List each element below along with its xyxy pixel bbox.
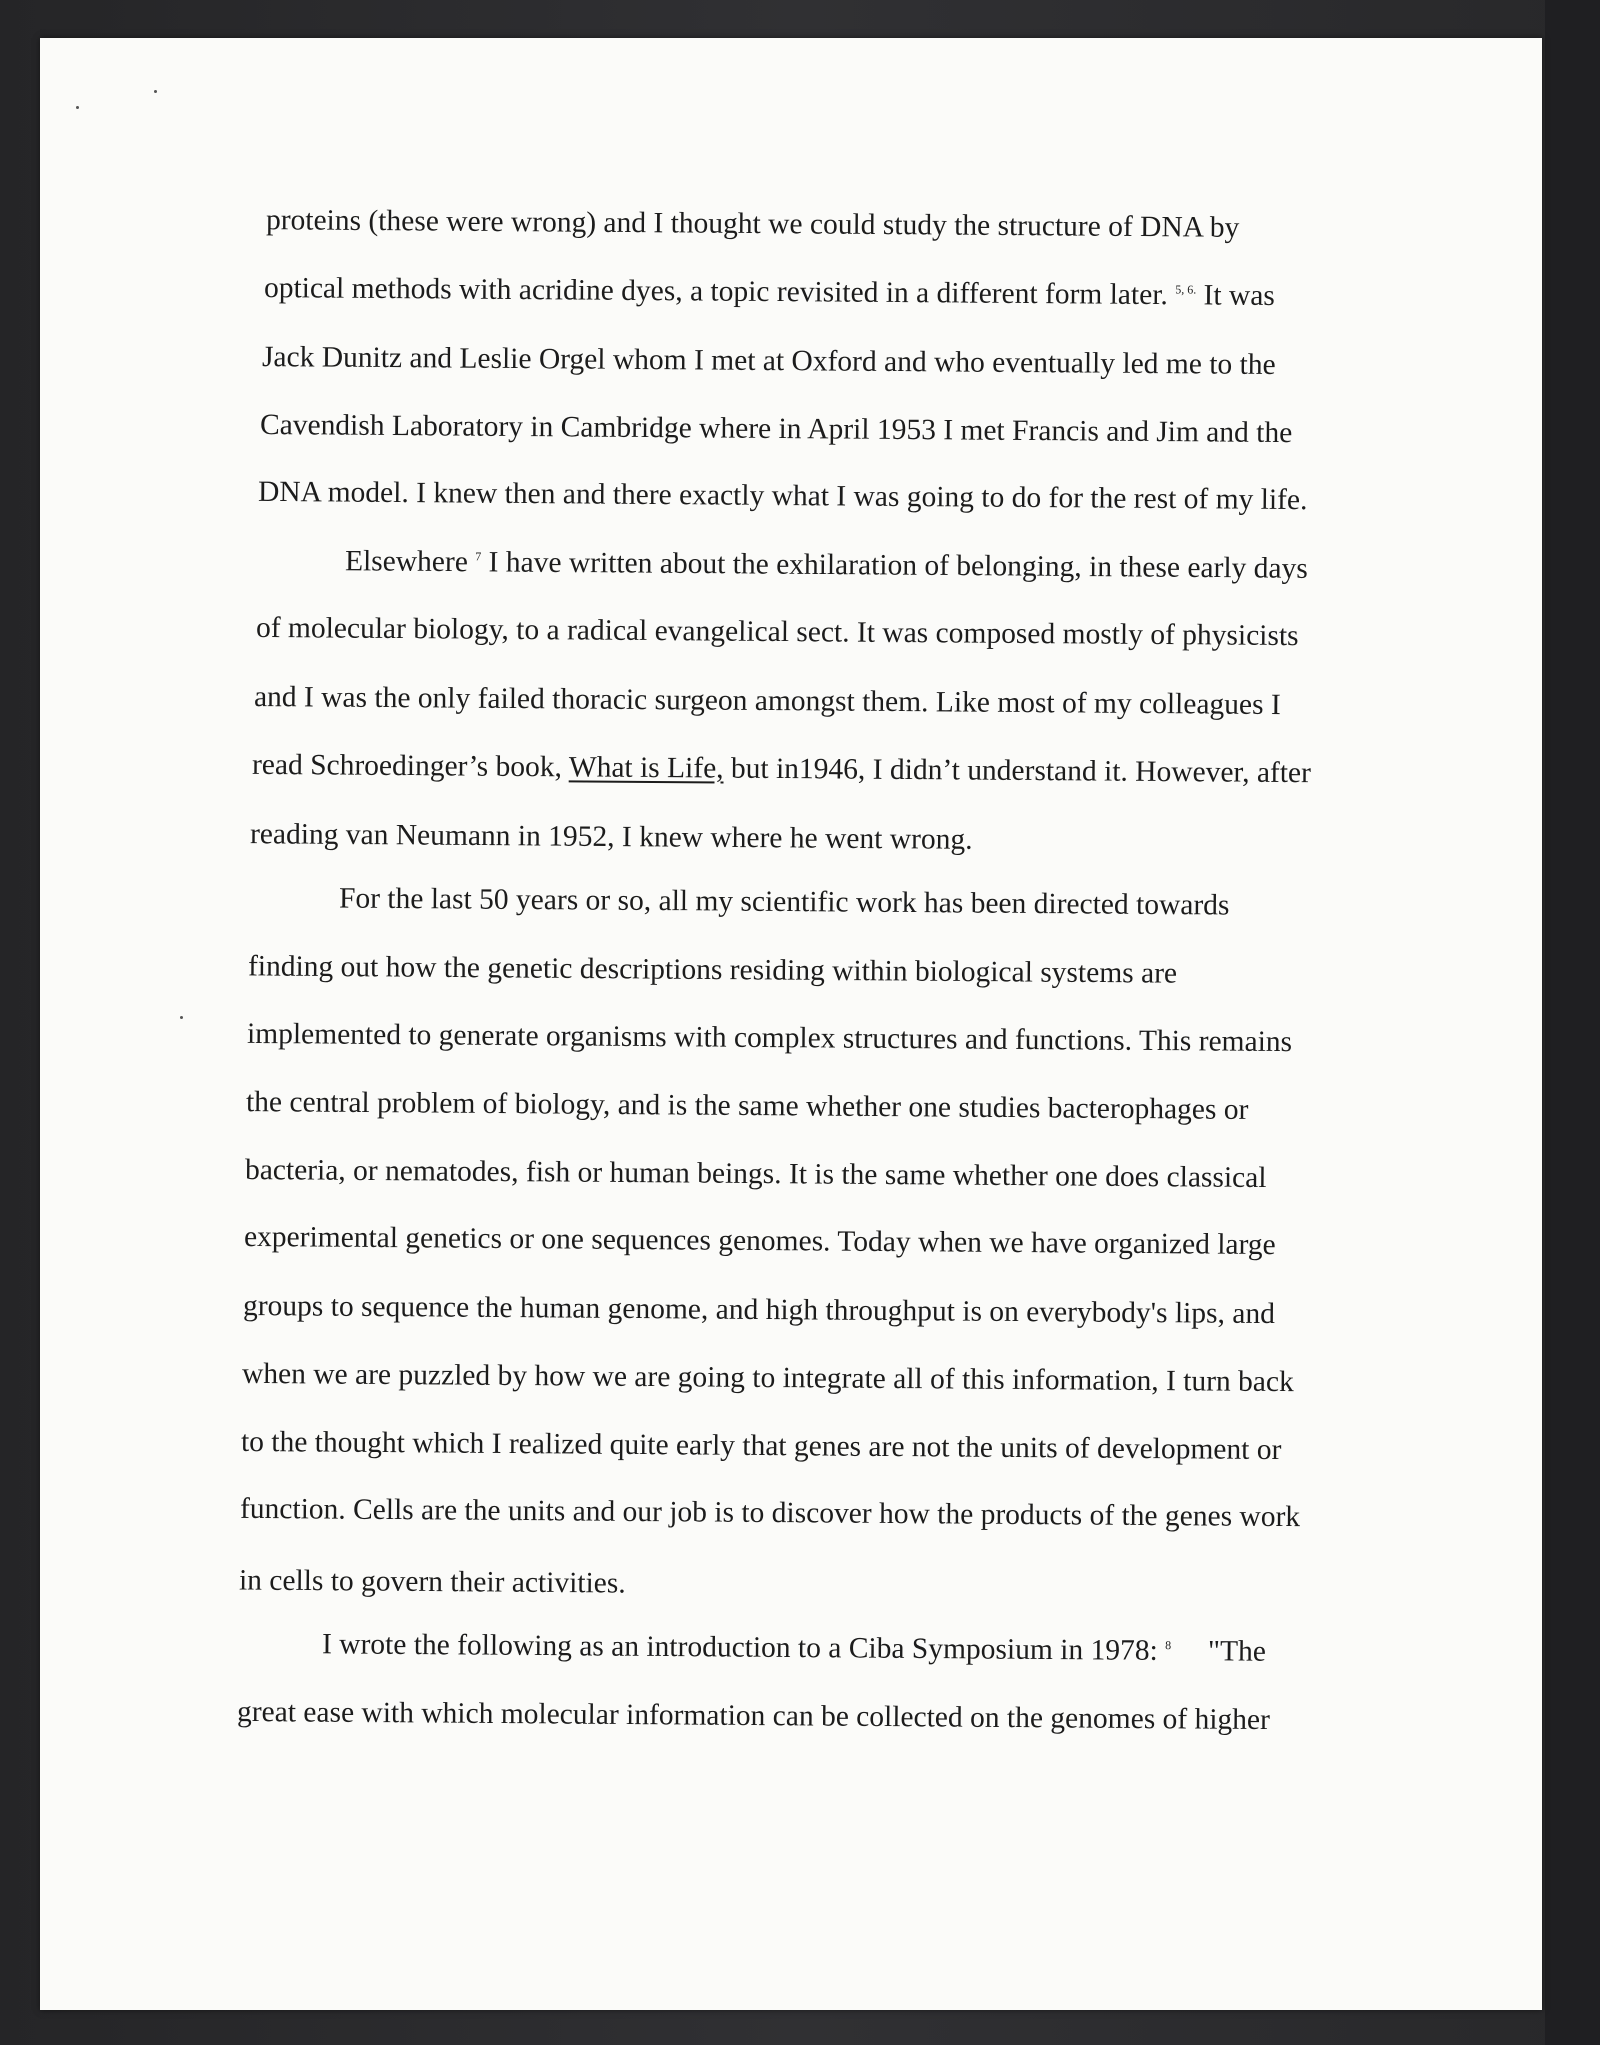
text-line: Jack Dunitz and Leslie Orgel whom I met at Oxford and who eventually led me to the <box>261 341 1276 381</box>
page-speck <box>180 1016 183 1019</box>
scan-edge <box>1545 0 1600 2045</box>
page-speck <box>76 106 79 109</box>
text-line: function. Cells are the units and our job is to discover how the products of the genes work <box>239 1492 1301 1534</box>
text-line: reading van Neumann in 1952, I knew where he went wrong. <box>249 818 973 856</box>
footnote-ref: 7 <box>475 549 482 564</box>
text-line: read Schroedinger’s book, What is Life, but in1946, I didn’t understand it. However, after <box>251 748 1312 790</box>
text-line: in cells to govern their activities. <box>238 1564 626 1600</box>
document-page <box>40 38 1542 2010</box>
text-line: finding out how the genetic descriptions residing within biological systems are <box>247 950 1178 990</box>
text-line: bacteria, or nematodes, fish or human beings. It is the same whether one does classical <box>244 1153 1267 1195</box>
text-line: great ease with which molecular information can be collected on the genomes of higher <box>236 1695 1271 1737</box>
footnote-ref: 8 <box>1165 1638 1172 1653</box>
text-line: implemented to generate organisms with complex structures and functions. This remains <box>246 1017 1293 1059</box>
text-line: Elsewhere $^7$ I have written about the exhilaration of belonging, in these early days <box>344 545 1308 585</box>
text-line: of molecular biology, to a radical evangelical sect. It was composed mostly of physicists <box>255 611 1299 653</box>
text-line: experimental genetics or one sequences genomes. Today when we have organized large <box>243 1220 1276 1262</box>
text-line: Cavendish Laboratory in Cambridge where in April 1953 I met Francis and Jim and the <box>259 408 1293 450</box>
text-line: groups to sequence the human genome, and high throughput is on everybody's lips, and <box>242 1289 1276 1331</box>
text-line: and I was the only failed thoracic surgeon amongst them. Like most of my colleagues I <box>253 680 1281 722</box>
text-line: optical methods with acridine dyes, a topic revisited in a different form later. $^{5, 6.}$ It was <box>263 272 1275 312</box>
text-line: when we are puzzled by how we are going to integrate all of this information, I turn back <box>241 1357 1294 1399</box>
text-line: the central problem of biology, and is the same whether one studies bacterophages or <box>245 1086 1249 1126</box>
text-line: I wrote the following as an introduction to a Ciba Symposium in 1978: $^8$ "The <box>321 1628 1267 1668</box>
text-line: to the thought which I realized quite early that genes are not the units of development or <box>240 1425 1282 1467</box>
text-line: proteins (these were wrong) and I thought we could study the structure of DNA by <box>265 204 1240 244</box>
page-speck <box>154 90 157 93</box>
footnote-ref: 5, 6. <box>1175 282 1197 297</box>
book-title: What is Life, <box>568 751 724 785</box>
text-line: DNA model. I knew then and there exactly what I was going to do for the rest of my life. <box>257 475 1308 517</box>
text-line: For the last 50 years or so, all my scientific work has been directed towards <box>338 882 1230 922</box>
